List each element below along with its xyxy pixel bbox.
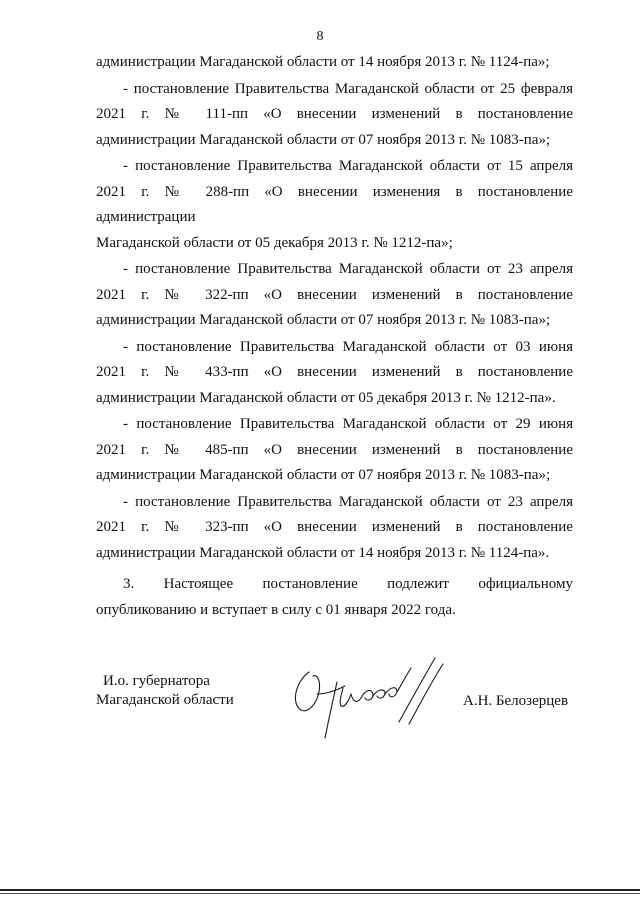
page-number: 8: [316, 29, 324, 44]
handwritten-signature-icon: [287, 652, 447, 744]
signatory-name: А.Н. Белозерцев: [463, 693, 569, 709]
text-line: 2021 г. № 111-пп «О внесении изменений в постановление: [96, 106, 573, 122]
text-line: 2021 г. № 288-пп «О внесении изменения в постановление администрации: [96, 183, 573, 225]
signatory-position-line1: И.о. губернатора: [103, 673, 210, 689]
text-line: - постановление Правительства Магаданской области от 03 июня: [123, 338, 573, 355]
document-body: [96, 50, 573, 624]
text-line: - постановление Правительства Магаданской области от 23 апреля: [123, 261, 573, 277]
text-line: администрации Магаданской области от 14 ноября 2013 г. № 1124-па».: [96, 544, 550, 561]
text-line: 2021 г. № 433-пп «О внесении изменений в постановление: [96, 364, 573, 380]
text-line: - постановление Правительства Магаданской области от 15 апреля: [123, 158, 573, 174]
paragraph-resolution-1: [96, 77, 573, 154]
text-line: администрации Магаданской области от 05 декабря 2013 г. № 1212-па».: [96, 389, 556, 406]
paragraph-resolution-6: [96, 490, 573, 567]
paragraph-clause-3: [96, 572, 573, 623]
text-line: 2021 г. № 322-пп «О внесении изменений в постановление: [96, 286, 573, 303]
paragraph-resolution-4: [96, 335, 573, 412]
text-line: администрации Магаданской области от 07 ноября 2013 г. № 1083-па»;: [96, 312, 551, 328]
paragraph-resolution-3: [96, 257, 573, 334]
paragraph-resolution-5: [96, 412, 573, 489]
signatory-position-line2: Магаданской области: [96, 692, 234, 708]
text-line: опубликованию и вступает в силу с 01 января 2022 года.: [96, 601, 456, 618]
text-line: администрации Магаданской области от 07 ноября 2013 г. № 1083-па»;: [96, 131, 551, 148]
paragraph-continuation: [96, 50, 573, 76]
signatory-position: [96, 672, 234, 710]
text-line: - постановление Правительства Магаданской области от 25 февраля: [123, 80, 573, 97]
text-line: - постановление Правительства Магаданской области от 23 апреля: [123, 493, 573, 510]
text-line: - постановление Правительства Магаданской области от 29 июня: [123, 416, 573, 432]
text-line: администрации Магаданской области от 14 ноября 2013 г. № 1124-па»;: [96, 54, 550, 70]
footer-rule: [0, 889, 640, 891]
text-line: 2021 г. № 323-пп «О внесении изменений в постановление: [96, 519, 573, 535]
footer-rule-thin: [0, 893, 640, 894]
text-line: Магаданской области от 05 декабря 2013 г. № 1212-па»;: [96, 234, 453, 251]
paragraph-resolution-2: [96, 154, 573, 256]
text-line: 2021 г. № 485-пп «О внесении изменений в постановление: [96, 441, 573, 458]
text-line: 3. Настоящее постановление подлежит официальному: [123, 576, 573, 592]
text-line: администрации Магаданской области от 07 ноября 2013 г. № 1083-па»;: [96, 467, 551, 483]
